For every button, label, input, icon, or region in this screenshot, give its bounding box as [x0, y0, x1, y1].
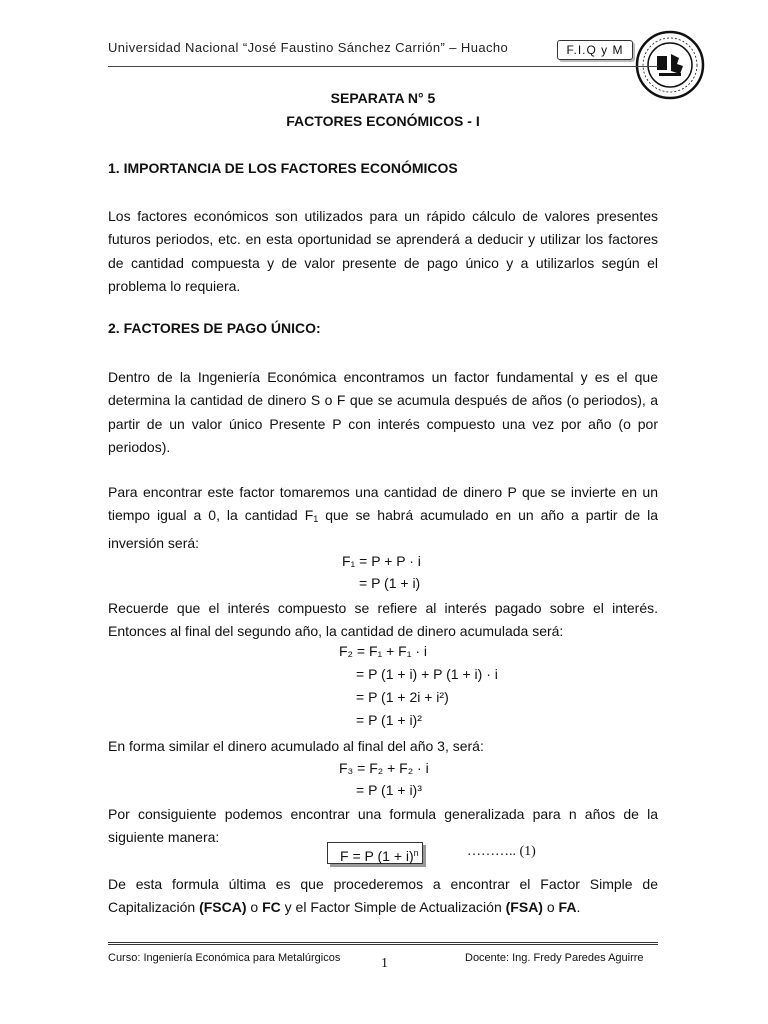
- page-number: 1: [381, 956, 388, 971]
- header-institution: Universidad Nacional “José Faustino Sánchez Carrión” – Huacho: [108, 40, 509, 55]
- formula-f3-line2: = P (1 + i)³: [356, 782, 422, 798]
- footer-rule: [108, 942, 658, 945]
- formula-f3-line1: F₃ = F₂ + F₂ · i: [339, 760, 429, 776]
- consiguiente-paragraph: Por consiguiente podemos encontrar una formula generalizada para n años de la siguiente manera:: [108, 806, 658, 846]
- section-2-paragraph-1: Dentro de la Ingeniería Económica encontramos un factor fundamental y es el que determina la cantidad de dinero S o F que se acumula después de años (o periodos), a partir de un valor único Presente P con interés compuesto una vez por año (o por periodos).: [108, 369, 658, 456]
- section-1-paragraph: Los factores económicos son utilizados para un rápido cálculo de valores presentes futuros periodos, etc. en esta oportunidad se aprenderá a deducir y utilizar los factores de cantidad compuesta y de valor presente de pago único y a utilizarlos según el problema lo requiera.: [108, 208, 658, 295]
- document-title: FACTORES ECONÓMICOS - I: [286, 113, 480, 129]
- boxed-general-formula: F = P $(1 + i)^n$: [327, 842, 423, 864]
- formula-f1-line1: F₁ = P + P · i: [342, 553, 421, 569]
- equation-reference: ……….. (1): [467, 844, 536, 859]
- similar-paragraph: En forma similar el dinero acumulado al final del año 3, será:: [108, 738, 484, 754]
- faculty-badge: F.I.Q y M: [557, 40, 633, 60]
- section-2-heading: 2. FACTORES DE PAGO ÚNICO:: [108, 320, 321, 336]
- final-paragraph: De esta formula última es que procederemos a encontrar el Factor Simple de Capitalización (FSCA) o FC y el Factor Simple de Actualización (FSA) o FA.: [108, 876, 658, 916]
- formula-f2-line4: = P (1 + i)²: [356, 712, 422, 728]
- formula-f2-line3: = P (1 + 2i + i²): [356, 689, 449, 705]
- section-1-heading: 1. IMPORTANCIA DE LOS FACTORES ECONÓMICOS: [108, 160, 458, 176]
- footer-course: Curso: Ingeniería Económica para Metalúrgicos: [108, 952, 341, 964]
- formula-f2-line2: = P (1 + i) + P (1 + i) · i: [356, 666, 498, 682]
- document-number: SEPARATA N° 5: [330, 90, 436, 106]
- formula-f1-line2: = P (1 + i): [359, 575, 421, 591]
- header-rule: [108, 66, 658, 67]
- footer-teacher: Docente: Ing. Fredy Paredes Aguirre: [465, 952, 644, 964]
- recuerde-paragraph: Recuerde que el interés compuesto se refiere al interés pagado sobre el interés. Entonces al final del segundo año, la cantidad de dinero acumulada será:: [108, 600, 658, 640]
- formula-f2-line1: F₂ = F₁ + F₁ · i: [339, 643, 427, 659]
- section-2-paragraph-2: Para encontrar este factor tomaremos una cantidad de dinero P que se invierte en un tiempo igual a 0, la cantidad $F_1$ que se habrá acumulado en un año a partir de la inversión será:: [108, 484, 658, 551]
